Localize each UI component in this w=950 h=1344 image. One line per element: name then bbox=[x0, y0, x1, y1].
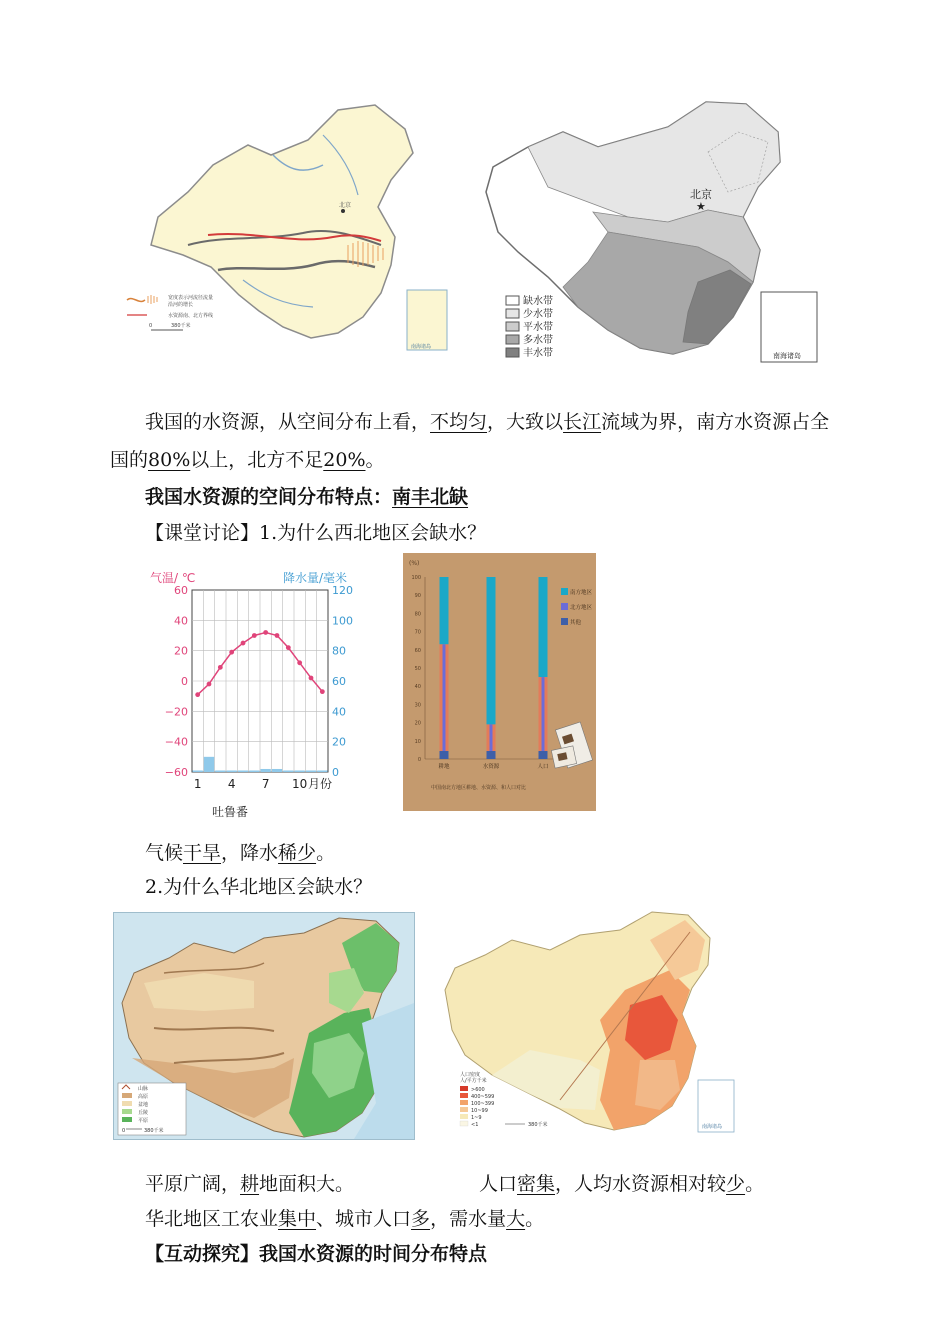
svg-text:缺水带: 缺水带 bbox=[523, 296, 553, 307]
right-tick-label: 0 bbox=[332, 766, 339, 779]
population-density-map bbox=[440, 910, 740, 1138]
answer-south-rich-north-poor: 南丰北缺 bbox=[392, 486, 469, 508]
left-tick-label: −20 bbox=[164, 705, 188, 719]
x-tick-label: 7 bbox=[261, 777, 270, 791]
share-category-label: 人口 bbox=[537, 764, 549, 770]
right-tick-label: 40 bbox=[332, 705, 346, 719]
chart-caption: 中国南北方地区耕地、水资源、和人口对比 bbox=[431, 785, 527, 791]
share-category-label: 耕地 bbox=[438, 764, 450, 770]
left-tick-label: 40 bbox=[174, 614, 188, 628]
svg-text:400~599: 400~599 bbox=[471, 1094, 495, 1100]
precipitation-bar bbox=[272, 769, 282, 772]
question-north-china: 2.为什么华北地区会缺水？ bbox=[145, 876, 373, 898]
svg-text:盆地: 盆地 bbox=[138, 1102, 149, 1108]
beijing-label: 北京 bbox=[339, 202, 352, 209]
inset-map bbox=[407, 290, 447, 350]
precipitation-bar bbox=[317, 770, 327, 772]
precipitation-bar bbox=[215, 770, 225, 772]
north-share-core bbox=[443, 644, 446, 759]
svg-text:水资源南、北方界线: 水资源南、北方界线 bbox=[168, 313, 214, 319]
right-tick-label: 120 bbox=[332, 584, 353, 597]
precipitation-bar bbox=[295, 770, 305, 772]
left-tick-label: 20 bbox=[174, 644, 188, 658]
temperature-point bbox=[263, 630, 268, 635]
south-share-bar bbox=[539, 577, 548, 677]
svg-text:高原: 高原 bbox=[138, 1094, 149, 1100]
station-label: 吐鲁番 bbox=[212, 805, 249, 818]
blank-scarce: 稀少 bbox=[278, 842, 317, 864]
svg-text:1~9: 1~9 bbox=[471, 1115, 482, 1121]
temperature-point bbox=[207, 682, 212, 687]
svg-text:380千米: 380千米 bbox=[528, 1122, 548, 1128]
blank-uneven: 不均匀 bbox=[430, 411, 488, 433]
svg-text:少水带: 少水带 bbox=[523, 309, 553, 320]
x-tick-label: 4 bbox=[227, 777, 236, 791]
svg-text:宽度表示河流径流量: 宽度表示河流径流量 bbox=[168, 295, 214, 301]
svg-text:多水带: 多水带 bbox=[523, 335, 553, 346]
legend bbox=[127, 294, 213, 330]
answer-north-china-right: 人口密集，人均水资源相对较少。 bbox=[479, 1173, 765, 1195]
svg-text:人口密度: 人口密度 bbox=[460, 1072, 481, 1078]
share-tick-label: 0 bbox=[417, 757, 421, 763]
temperature-point bbox=[195, 692, 200, 697]
north-south-share-chart bbox=[403, 553, 596, 811]
temperature-point bbox=[229, 650, 234, 655]
x-tick-label: 1 bbox=[193, 777, 202, 791]
share-tick-label: 40 bbox=[414, 684, 421, 691]
precipitation-bar bbox=[261, 769, 271, 772]
svg-text:380千米: 380千米 bbox=[144, 1128, 164, 1134]
svg-text:丘陵: 丘陵 bbox=[138, 1110, 149, 1116]
temperature-point bbox=[218, 665, 223, 670]
svg-text:其他: 其他 bbox=[570, 620, 582, 626]
svg-text:南海诸岛: 南海诸岛 bbox=[411, 344, 432, 350]
svg-text:平原: 平原 bbox=[138, 1118, 149, 1124]
left-tick-label: 0 bbox=[181, 675, 188, 688]
share-tick-label: 50 bbox=[414, 666, 421, 672]
other-share-bar bbox=[487, 751, 496, 759]
svg-text:北方地区: 北方地区 bbox=[570, 605, 593, 611]
paragraph-line-2: 国的80%以上，北方不足20%。 bbox=[110, 449, 385, 471]
blank-south-share: 80% bbox=[148, 449, 191, 471]
svg-text:南方地区: 南方地区 bbox=[570, 590, 593, 596]
legend bbox=[506, 294, 553, 359]
svg-text:南海诸岛: 南海诸岛 bbox=[702, 1124, 723, 1130]
temperature-point bbox=[320, 689, 325, 694]
blank-large: 大 bbox=[506, 1208, 526, 1230]
blank-cultivated: 耕 bbox=[240, 1173, 260, 1195]
share-tick-label: 70 bbox=[414, 629, 421, 636]
temperature-point bbox=[241, 641, 246, 646]
blank-many: 多 bbox=[411, 1208, 431, 1230]
precipitation-bar bbox=[193, 770, 203, 772]
precipitation-bar bbox=[238, 770, 248, 772]
share-tick-label: 60 bbox=[414, 647, 421, 654]
left-axis-label: 气温/ ℃ bbox=[150, 571, 196, 585]
other-share-bar bbox=[539, 751, 548, 759]
svg-text:<1: <1 bbox=[471, 1122, 479, 1128]
blank-concentrated: 集中 bbox=[278, 1208, 317, 1230]
precipitation-bar bbox=[204, 757, 214, 772]
share-tick-label: 90 bbox=[414, 593, 421, 600]
precipitation-bar bbox=[227, 770, 237, 772]
svg-text:380千米: 380千米 bbox=[171, 323, 191, 329]
share-tick-label: 30 bbox=[414, 702, 421, 709]
water-zones-map bbox=[468, 92, 828, 368]
blank-less: 少 bbox=[726, 1173, 746, 1195]
share-category-label: 水资源 bbox=[482, 764, 500, 770]
x-tick-label: 10 bbox=[292, 777, 308, 791]
svg-text:10~99: 10~99 bbox=[471, 1108, 488, 1114]
svg-text:平水带: 平水带 bbox=[523, 322, 553, 333]
south-share-bar bbox=[487, 577, 496, 724]
svg-text:沿河的增长: 沿河的增长 bbox=[168, 302, 194, 308]
blank-dense: 密集 bbox=[517, 1173, 556, 1195]
right-tick-label: 80 bbox=[332, 644, 346, 658]
heading-spatial-distribution: 我国水资源的空间分布特点：南丰北缺 bbox=[145, 486, 469, 508]
svg-text:人/平方千米: 人/平方千米 bbox=[460, 1078, 487, 1084]
temperature-point bbox=[309, 676, 314, 681]
temperature-point bbox=[275, 633, 280, 638]
legend bbox=[561, 588, 593, 626]
left-tick-label: −40 bbox=[164, 735, 188, 749]
terrain-map bbox=[113, 912, 415, 1140]
beijing-label: 北京 bbox=[690, 188, 712, 201]
answer-north-china-left: 平原广阔，耕地面积大。 bbox=[145, 1173, 355, 1195]
svg-text:0: 0 bbox=[149, 323, 153, 329]
svg-text:100~399: 100~399 bbox=[471, 1101, 495, 1107]
share-tick-label: 100 bbox=[411, 575, 421, 581]
left-tick-label: −60 bbox=[164, 766, 188, 779]
book-illustration bbox=[551, 722, 592, 768]
right-tick-label: 60 bbox=[332, 675, 346, 688]
temperature-point bbox=[297, 660, 302, 665]
temperature-point bbox=[252, 633, 257, 638]
answer-north-china-industry: 华北地区工农业集中、城市人口多，需水量大。 bbox=[145, 1208, 545, 1230]
star-icon: ★ bbox=[696, 200, 706, 213]
left-tick-label: 60 bbox=[174, 584, 188, 597]
svg-text:山脉: 山脉 bbox=[138, 1086, 149, 1092]
other-share-bar bbox=[440, 751, 449, 759]
answer-northwest: 气候干旱，降水稀少。 bbox=[145, 842, 336, 864]
precipitation-bar bbox=[306, 770, 316, 772]
svg-text:(%): (%) bbox=[409, 560, 420, 567]
paragraph-line-1: 我国的水资源，从空间分布上看，不均匀，大致以长江流域为界，南方水资源占全 bbox=[145, 411, 830, 433]
south-share-bar bbox=[440, 577, 449, 644]
right-tick-label: 20 bbox=[332, 735, 346, 749]
precipitation-bar bbox=[249, 770, 259, 772]
svg-text:>600: >600 bbox=[471, 1087, 485, 1093]
right-tick-label: 100 bbox=[332, 614, 353, 628]
svg-text:丰水带: 丰水带 bbox=[523, 348, 553, 359]
north-share-core bbox=[542, 677, 545, 759]
share-tick-label: 10 bbox=[414, 738, 421, 745]
share-tick-label: 80 bbox=[414, 611, 421, 618]
temperature-point bbox=[286, 645, 291, 650]
climate-chart bbox=[140, 566, 370, 818]
blank-arid: 干旱 bbox=[183, 842, 222, 864]
blank-yangtze: 长江 bbox=[563, 411, 602, 433]
discussion-q1: 【课堂讨论】1.为什么西北地区会缺水？ bbox=[145, 522, 487, 544]
right-axis-label: 降水量/毫米 bbox=[283, 571, 348, 585]
x-unit-label: 月份 bbox=[308, 777, 333, 791]
share-tick-label: 20 bbox=[414, 720, 421, 727]
heading-temporal-distribution: 【互动探究】我国水资源的时间分布特点 bbox=[145, 1243, 488, 1265]
svg-text:南海诸岛: 南海诸岛 bbox=[773, 352, 801, 360]
blank-north-share: 20% bbox=[323, 449, 366, 471]
svg-text:0: 0 bbox=[122, 1128, 126, 1134]
water-resources-map bbox=[113, 95, 453, 357]
precipitation-bar bbox=[283, 770, 293, 772]
